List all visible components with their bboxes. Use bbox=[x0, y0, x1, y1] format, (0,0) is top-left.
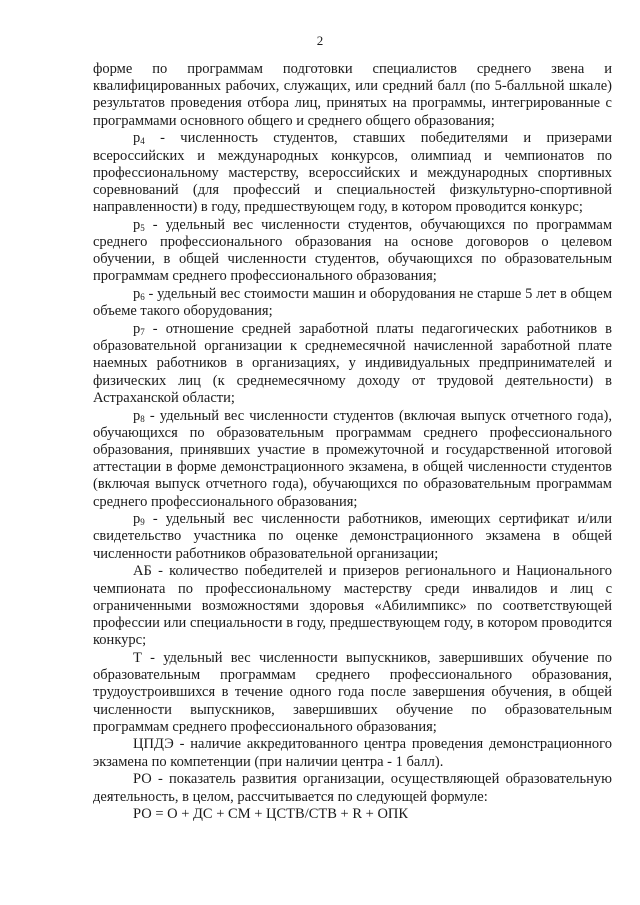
page-number: 2 bbox=[316, 33, 324, 48]
document-body bbox=[93, 61, 612, 823]
paragraph-cpde: ЦПДЭ - наличие аккредитованного центра проведения демонстрационного экзамена по компетенции (при наличии центра - 1 балл). bbox=[93, 736, 612, 770]
paragraph-p5: $p_5$ - удельный вес численности студентов, обучающихся по программам среднего профессионального образования на основе договоров о целевом обучении, в общей численности студентов, обучающихся по образовательным программам среднего профессионального образования; bbox=[93, 216, 612, 285]
paragraph-ro: РО - показатель развития организации, осуществляющей образовательную деятельность, в целом, рассчитывается по следующей формуле: bbox=[93, 771, 612, 805]
paragraph-p7: $p_7$ - отношение средней заработной платы педагогических работников в образовательной организации к среднемесячной начисленной заработной плате наемных работников в организациях, у индивидуальных предпринимателей и физических лиц (к среднемесячному доходу от трудовой деятельности) в Астраханской области; bbox=[93, 321, 612, 406]
formula: РО = О + ДС + СМ + ЦСТВ/СТВ + R + ОПК bbox=[133, 806, 409, 823]
paragraph-p9: $p_9$ - удельный вес численности работников, имеющих сертификат и/или свидетельство участника по оценке демонстрационного экзамена в общей численности работников образовательной организации; bbox=[93, 511, 612, 562]
paragraph-p4: $p_4$ - численность студентов, ставших победителями и призерами всероссийских и международных конкурсов, олимпиад и чемпионатов по профессиональному мастерству, всероссийских и международных спортивных соревнований (для профессий и специальностей физкультурно-спортивной направленности) в году, предшествующем году, в котором проводится конкурс; bbox=[93, 130, 612, 216]
paragraph-p8: $p_8$ - удельный вес численности студентов (включая выпуск отчетного года), обучающихся по образовательным программам среднего профессионального образования, принявших участие в промежуточной и государственной итоговой аттестации в форме демонстрационного экзамена, в общей численности студентов (включая выпуск отчетного года), обучающихся по образовательным программам среднего профессионального образования; bbox=[93, 407, 612, 510]
paragraph-t: Т - удельный вес численности выпускников, завершивших обучение по образовательным программам среднего профессионального образования, трудоустроившихся в течение одного года после завершения обучения, в общей численности выпускников, завершивших обучение по образовательным программам среднего профессионального образования; bbox=[93, 649, 612, 735]
paragraph-p6: $p_6$ - удельный вес стоимости машин и оборудования не старше 5 лет в общем объеме такого оборудования; bbox=[93, 286, 612, 320]
paragraph-ab: АБ - количество победителей и призеров регионального и Национального чемпионата по профессиональному мастерству среди инвалидов и лиц с ограниченными возможностями здоровья «Абилимпикс» по соответствующей профессии или специальности в году, предшествующем году, в котором проводится конкурс; bbox=[93, 563, 612, 649]
paragraph-continuation: форме по программам подготовки специалистов среднего звена и квалифицированных рабочих, служащих, или средний балл (по 5-балльной шкале) результатов проведения отбора лиц, принятых на программы, интегрированные с программами основного общего и среднего общего образования; bbox=[93, 61, 612, 129]
